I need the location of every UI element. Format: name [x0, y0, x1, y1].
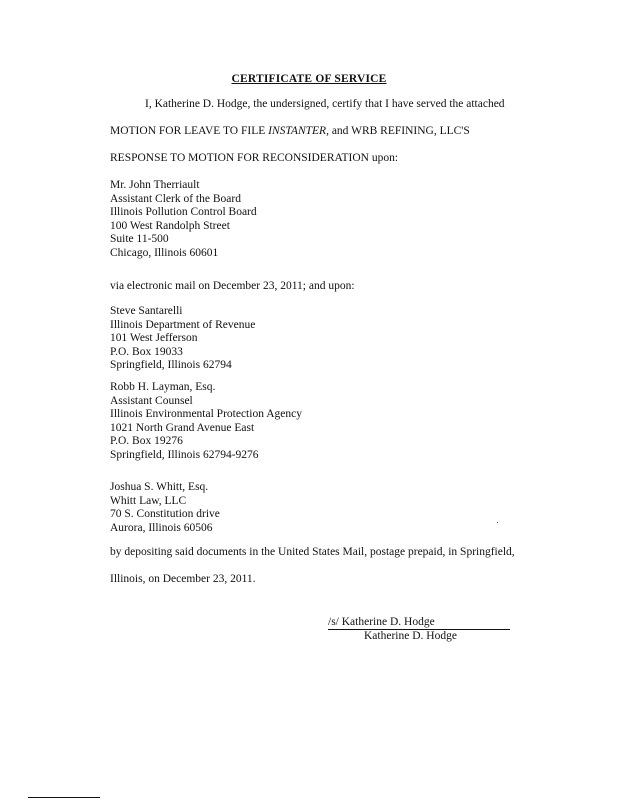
address-line: Mr. John Therriault	[110, 179, 200, 191]
address-line: Illinois Environmental Protection Agency	[110, 408, 302, 421]
recipient-address-2	[110, 305, 255, 373]
address-line: Whitt Law, LLC	[110, 494, 187, 507]
address-line: 70 S. Constitution drive	[110, 508, 220, 521]
address-line: Springfield, Illinois 62794	[110, 359, 232, 372]
address-line: Suite 11-500	[110, 233, 169, 246]
signatory-name: Katherine D. Hodge	[364, 630, 457, 642]
motion-title	[110, 125, 470, 137]
recipient-address-3	[110, 381, 302, 463]
address-line: Springfield, Illinois 62794-9276	[110, 448, 259, 461]
address-line: Chicago, Illinois 60601	[110, 246, 219, 259]
address-line: Robb H. Layman, Esq.	[110, 381, 216, 393]
address-line: 101 West Jefferson	[110, 332, 198, 345]
recipient-address-4	[110, 481, 220, 535]
address-line: Assistant Clerk of the Board	[110, 192, 241, 205]
scan-speck	[497, 522, 498, 523]
closing-statement: Illinois, on December 23, 2011.	[110, 573, 256, 585]
deposit-statement: by depositing said documents in the United States Mail, postage prepaid, in Springfield,	[110, 546, 515, 558]
address-line: Joshua S. Whitt, Esq.	[110, 481, 209, 493]
address-line: Assistant Counsel	[110, 394, 193, 407]
signature-line: /s/ Katherine D. Hodge	[328, 616, 510, 630]
address-line: Illinois Department of Revenue	[110, 318, 256, 331]
address-line: Steve Santarelli	[110, 305, 183, 317]
address-line: 100 West Randolph Street	[110, 219, 230, 232]
recipient-address-1	[110, 179, 257, 261]
motion-emphasis: INSTANTER,	[268, 125, 329, 137]
address-line: Aurora, Illinois 60506	[110, 521, 213, 534]
address-line: P.O. Box 19276	[110, 435, 183, 448]
motion-suffix: and WRB REFINING, LLC'S	[328, 125, 470, 137]
intro-paragraph: I, Katherine D. Hodge, the undersigned, certify that I have served the attached	[145, 98, 505, 110]
document-title: CERTIFICATE OF SERVICE	[231, 73, 387, 85]
service-method: via electronic mail on December 23, 2011; and upon:	[110, 280, 355, 292]
address-line: 1021 North Grand Avenue East	[110, 421, 255, 434]
address-line: P.O. Box 19033	[110, 345, 183, 358]
footnote-rule	[28, 797, 100, 798]
motion-prefix: MOTION FOR LEAVE TO FILE	[110, 125, 269, 137]
address-line: Illinois Pollution Control Board	[110, 206, 257, 219]
response-title: RESPONSE TO MOTION FOR RECONSIDERATION upon:	[110, 152, 399, 164]
